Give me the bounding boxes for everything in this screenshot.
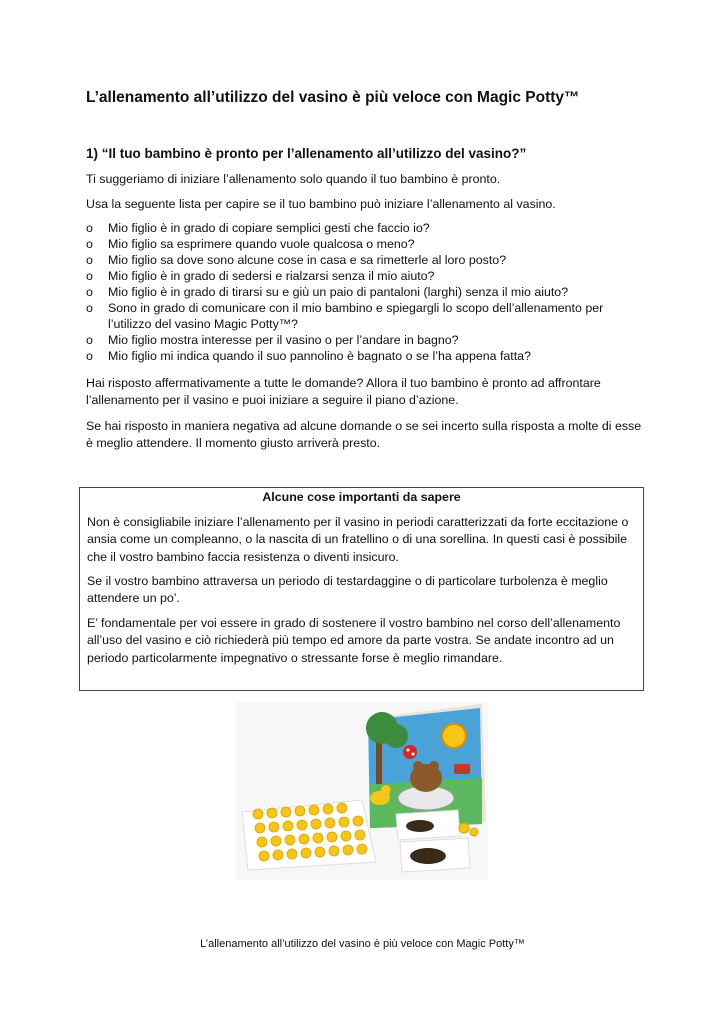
product-photo — [236, 702, 488, 880]
list-item-text: Mio figlio mostra interesse per il vasino o per l’andare in bagno? — [108, 333, 459, 347]
important-notes-box — [79, 487, 644, 691]
list-item-text: Mio figlio sa esprimere quando vuole qualcosa o meno? — [108, 237, 415, 251]
readiness-checklist — [86, 220, 626, 364]
list-item — [86, 268, 626, 284]
list-item — [86, 332, 626, 348]
list-item — [86, 284, 626, 300]
list-item-text: Mio figlio mi indica quando il suo pannolino è bagnato o se l’ha appena fatta? — [108, 349, 531, 363]
list-item-text: Mio figlio è in grado di copiare semplici gesti che faccio io? — [108, 221, 430, 235]
intro-paragraph-1: Ti suggeriamo di iniziare l’allenamento solo quando il tuo bambino è pronto. — [86, 172, 501, 186]
list-item-text: Sono in grado di comunicare con il mio bambino e spiegargli lo scopo dell’allenamento per l’utilizzo del vasino Magic Potty™? — [108, 301, 604, 331]
box-paragraph-1: Non è consigliabile iniziare l’allenamento per il vasino in periodi caratterizzati da forte eccitazione o ansia come un compleanno, o la nascita di un fratellino o di una sorellina. In questi casi è possibile che il vostro bambino faccia resistenza o diventi insicuro. — [87, 515, 629, 564]
bullet-icon: o — [86, 237, 93, 251]
picture-book-icon — [366, 704, 486, 828]
box-paragraph-3: E’ fondamentale per voi essere in grado di sostenere il vostro bambino nel corso dell’allenamento all’uso del vasino e ciò richiederà più tempo ed amore da parte vostra. Se andate incontro ad un periodo particolarmente impegnativo o stressante forse è meglio rimandare. — [87, 616, 621, 665]
list-item-text: Mio figlio è in grado di tirarsi su e giù un paio di pantaloni (larghi) senza il mio aiuto? — [108, 285, 569, 299]
intro-paragraph-2: Usa la seguente lista per capire se il tuo bambino può iniziare l’allenamento al vasino. — [86, 197, 556, 211]
list-item-text: Mio figlio è in grado di sedersi e rialzarsi senza il mio aiuto? — [108, 269, 435, 283]
product-illustration — [236, 702, 488, 880]
section-heading: 1) “Il tuo bambino è pronto per l’allenamento all’utilizzo del vasino?” — [86, 146, 527, 161]
list-item — [86, 252, 626, 268]
list-item — [86, 348, 626, 364]
answer-no-paragraph: Se hai risposto in maniera negativa ad alcune domande o se sei incerto sulla risposta a molte di esse è meglio attendere. Il momento giusto arriverà presto. — [86, 419, 642, 450]
box-paragraph-2: Se il vostro bambino attraversa un periodo di testardaggine o di particolare turbolenza è meglio attendere un po’. — [87, 574, 608, 606]
sticker-sheets-icon — [242, 800, 376, 870]
list-item — [86, 300, 626, 332]
list-item — [86, 236, 626, 252]
page-title: L’allenamento all’utilizzo del vasino è più veloce con Magic Potty™ — [86, 89, 580, 106]
bullet-icon: o — [86, 269, 93, 283]
bullet-icon: o — [86, 333, 93, 347]
bullet-icon: o — [86, 285, 93, 299]
list-item — [86, 220, 626, 236]
page-footer: L’allenamento all’utilizzo del vasino è più veloce con Magic Potty™ — [200, 938, 525, 950]
bullet-icon: o — [86, 301, 93, 315]
bullet-icon: o — [86, 253, 93, 267]
bullet-icon: o — [86, 349, 93, 363]
box-title: Alcune cose importanti da sapere — [262, 490, 461, 504]
list-item-text: Mio figlio sa dove sono alcune cose in casa e sa rimetterle al loro posto? — [108, 253, 507, 267]
answer-yes-paragraph: Hai risposto affermativamente a tutte le domande? Allora il tuo bambino è pronto ad affrontare l’allenamento per il vasino e puoi iniziare a seguire il piano d’azione. — [86, 376, 601, 407]
bullet-icon: o — [86, 221, 93, 235]
